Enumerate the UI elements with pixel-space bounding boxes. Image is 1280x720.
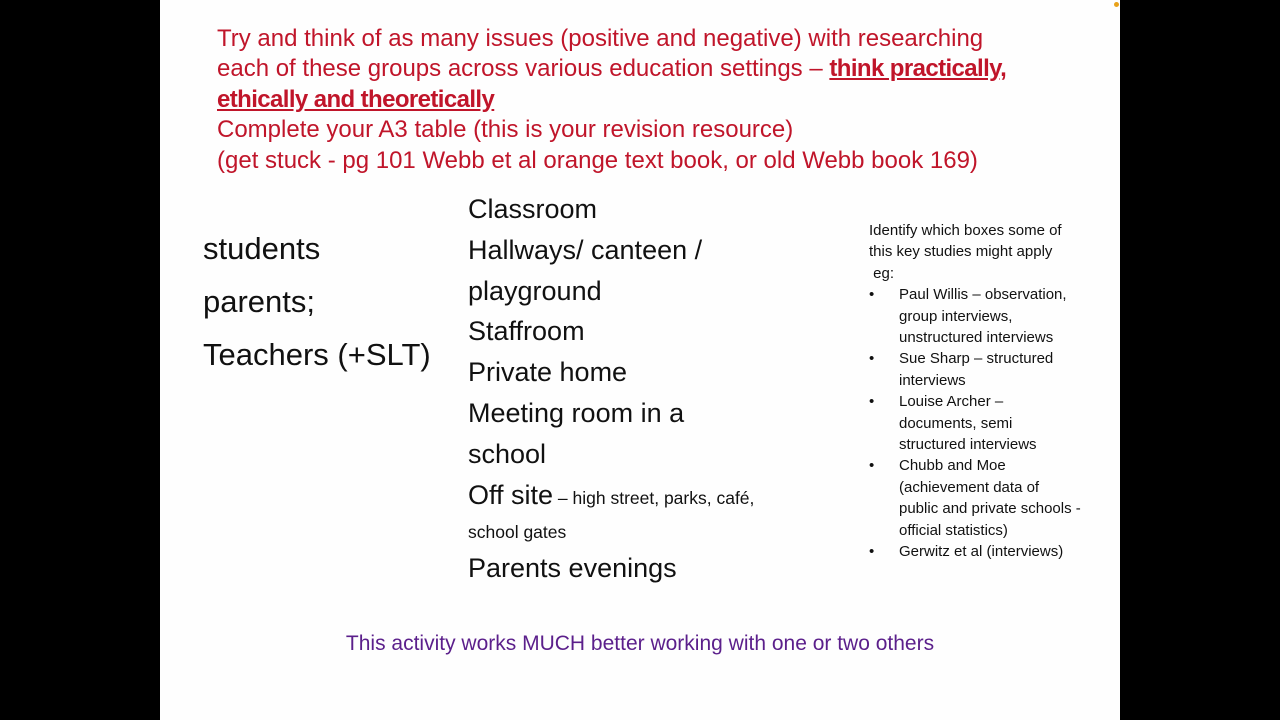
education-settings-list (468, 189, 808, 589)
offsite-detail: – high street, parks, café, (553, 487, 755, 508)
setting-item: Hallways/ canteen / (468, 234, 703, 265)
key-studies-panel (869, 220, 1109, 563)
intro-instructions (217, 24, 1097, 176)
study-text: (achievement data of (899, 478, 1040, 496)
group-item: Teachers (+SLT) (203, 337, 431, 372)
offsite-detail: school gates (468, 522, 567, 543)
key-studies-list (869, 284, 1109, 562)
intro-text: each of these groups across various education settings – (217, 55, 830, 83)
study-text: • Chubb and Moe (899, 457, 1006, 475)
study-text: interviews (899, 371, 966, 389)
study-text: • Louise Archer – (899, 393, 1004, 411)
studies-heading: this key studies might apply (869, 243, 1053, 261)
study-item (869, 541, 1109, 562)
setting-item: Parents evenings (468, 553, 677, 584)
group-item: students (203, 231, 321, 266)
study-text: • Paul Willis – observation, (899, 286, 1067, 304)
study-item (869, 348, 1109, 391)
study-text: group interviews, (899, 307, 1013, 325)
study-text: public and private schools - (899, 500, 1081, 518)
setting-item: Private home (468, 357, 628, 388)
study-text: • Sue Sharp – structured (899, 350, 1054, 368)
intro-line (217, 54, 1097, 84)
setting-item: school (468, 438, 547, 469)
studies-heading: eg: (869, 264, 895, 282)
group-item: parents; (203, 284, 316, 319)
setting-item: Staffroom (468, 316, 585, 347)
intro-emphasis: think practically, (829, 55, 1007, 83)
intro-line: (get stuck - pg 101 Webb et al orange text book, or old Webb book 169) (217, 146, 978, 174)
intro-emphasis: ethically and theoretically (217, 85, 495, 113)
study-text: documents, semi (899, 414, 1013, 432)
intro-line: Complete your A3 table (this is your revision resource) (217, 116, 794, 144)
slide (160, 0, 1120, 720)
study-text: structured interviews (899, 436, 1037, 454)
intro-line: Try and think of as many issues (positive and negative) with researching (217, 25, 984, 52)
study-text: • Gerwitz et al (interviews) (899, 543, 1064, 561)
setting-item: Meeting room in a (468, 397, 685, 428)
collaboration-note: This activity works MUCH better working with one or two others (345, 632, 935, 655)
setting-item: Classroom (468, 194, 598, 224)
study-item (869, 284, 1109, 348)
study-text: official statistics) (899, 521, 1008, 539)
setting-item: playground (468, 275, 602, 306)
research-groups-list (203, 222, 453, 381)
study-item (869, 455, 1109, 541)
study-text: unstructured interviews (899, 329, 1054, 347)
studies-heading: Identify which boxes some of (869, 222, 1062, 239)
study-item (869, 391, 1109, 455)
offsite-label: Off site (468, 479, 554, 510)
recording-indicator-icon (1114, 2, 1119, 7)
setting-item (468, 475, 808, 519)
